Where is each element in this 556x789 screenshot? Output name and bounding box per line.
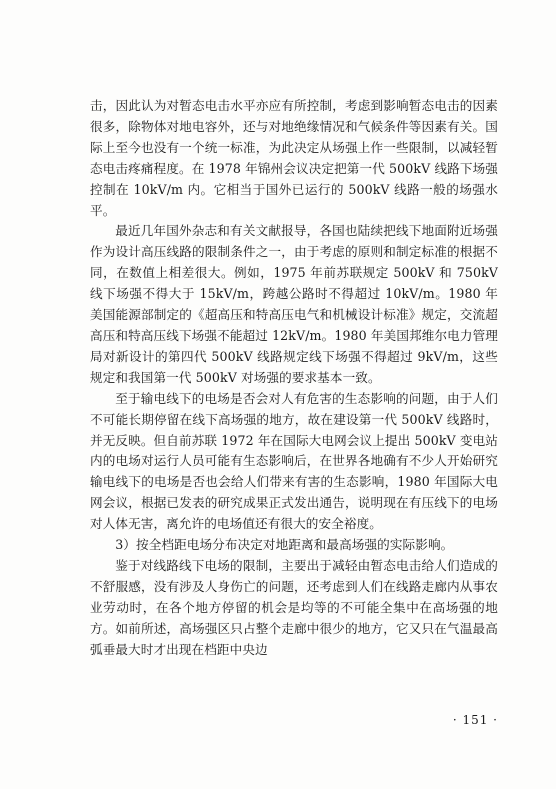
page-number: · 151 · bbox=[452, 713, 498, 727]
paragraph-foreign-standards: 最近几年国外杂志和有关文献报导，各国也陆续把线下地面附近场强作为设计高压线路的限制条件之一，由于考虑的原则和制定标准的根据不同，在数值上相差很大。例如，1975 年前苏联规定 500kV 和 750kV 线下场强不得大于 15kV/m，跨越公路时不得超过 10kV/m。1980 年美国能源部制定的《超高压和特高压电气和机械设计标准》规定，交流超高压和特高压线下场强不能超过 12kV/m。1980 年美国邦维尔电力管理局对新设计的第四代 500kV 线路规定线下场强不得超过 9kV/m，这些规定和我国第一代 500kV 对场强的要求基本一致。 bbox=[90, 223, 498, 385]
body-text bbox=[90, 96, 498, 660]
paragraph-field-limitation: 鉴于对线路线下电场的限制，主要出于减轻由暂态电击给人们造成的不舒服感，没有涉及人身伤亡的问题，还考虑到人们在线路走廊内从事农业劳动时，在各个地方停留的机会是均等的不可能全集中在高场强的地方。如前所述，高场强区只占整个走廊中很少的地方，它又只在气温最高弧垂最大时才出现在档距中央边 bbox=[90, 557, 498, 657]
paragraph-ecological-effects: 至于输电线下的电场是否会对人有危害的生态影响的问题，由于人们不可能长期停留在线下高场强的地方，故在建设第一代 500kV 线路时，并无反映。但自前苏联 1972 年在国际大电网会议上提出 500kV 变电站内的电场对运行人员可能有生态影响后，在世界各地确有不少人开始研究输电线下的电场是否也会给人们带来有害的生态影响，1980 年国际大电网会议，根据已发表的研究成果正式发出通告，说明现在有压线下的电场对人体无害，离允许的电场值还有很大的安全裕度。 bbox=[90, 390, 498, 532]
paragraph-continuation: 击，因此认为对暂态电击水平亦应有所控制，考虑到影响暂态电击的因素很多，除物体对地电容外，还与对地绝缘情况和气候条件等因素有关。国际上至今也没有一个统一标准，为此决定从场强上作一些限制，以减轻暂态电击疼痛程度。在 1978 年锦州会议决定把第一代 500kV 线路下场强控制在 10kV/m 内。它相当于国外已运行的 500kV 线路一般的场强水平。 bbox=[90, 98, 498, 218]
list-item-3: 3）按全档距电场分布决定对地距离和最高场强的实际影响。 bbox=[115, 537, 454, 553]
